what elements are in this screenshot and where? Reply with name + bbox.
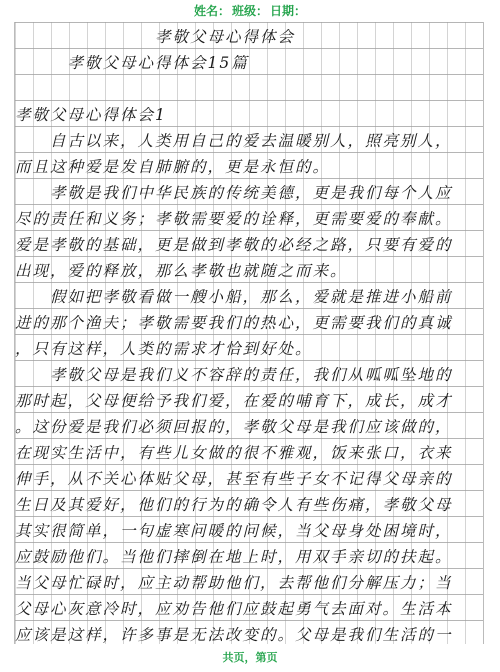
- doc-line: 进的那个渔夫；孝敬需要我们的热心，更需要我们的真诚: [15, 314, 453, 332]
- doc-line: 应鼓励他们。当他们摔倒在地上时，用双手亲切的扶起。: [15, 548, 453, 566]
- name-label: 姓名：: [193, 4, 230, 18]
- class-label: 班级：: [231, 4, 268, 18]
- header-fields: [0, 0, 500, 22]
- doc-line: 出现，爱的释放，那么孝敬也就随之而来。: [15, 262, 348, 280]
- doc-line: [15, 76, 483, 102]
- doc-line: 尽的责任和义务；孝敬需要爱的诠释，更需要爱的奉献。: [15, 210, 453, 228]
- date-label: 日期：: [270, 4, 307, 18]
- page-footer: 共页，第页: [222, 651, 278, 664]
- doc-line: 孝敬父母心得体会: [15, 28, 296, 46]
- lined-writing-sheet: [14, 22, 484, 644]
- doc-line: 其实很简单，一句虚寒问暖的问候，当父母身处困境时，: [15, 522, 453, 540]
- doc-line: 生日及其爱好，他们的行为的确令人有些伤痛，孝敬父母: [15, 496, 453, 514]
- doc-line: 孝敬父母心得体会1: [15, 106, 167, 124]
- doc-line: ，只有这样，人类的需求才恰到好处。: [15, 340, 313, 358]
- doc-line: 在现实生活中，有些儿女做的很不雅观，饭来张口，衣来: [15, 444, 453, 462]
- doc-line: 那时起，父母便给予我们爱，在爱的哺育下，成长，成才: [15, 392, 453, 410]
- doc-line: 孝敬父母是我们义不容辞的责任，我们从呱呱坠地的: [15, 366, 453, 384]
- doc-line: 爱是孝敬的基础，更是做到孝敬的必经之路，只要有爱的: [15, 236, 453, 254]
- doc-line: 孝敬父母心得体会15篇: [15, 54, 249, 72]
- doc-line: 父母心灰意冷时，应劝告他们应鼓起勇气去面对。生活本: [15, 600, 453, 618]
- doc-line: 孝敬是我们中华民族的传统美德，更是我们每个人应: [15, 184, 453, 202]
- doc-line: 假如把孝敬看做一艘小船，那么，爱就是推进小船前: [15, 288, 453, 306]
- doc-line: 伸手，从不关心体贴父母，甚至有些子女不记得父母亲的: [15, 470, 453, 488]
- doc-line: 自古以来，人类用自己的爱去温暖别人，照亮别人，: [15, 132, 453, 150]
- doc-line: 应该是这样，许多事是无法改变的。父母是我们生活的一: [15, 626, 453, 644]
- doc-line: 。这份爱是我们必须回报的，孝敬父母是我们应该做的，: [15, 418, 453, 436]
- doc-line: 而且这种爱是发自肺腑的，更是永恒的。: [15, 158, 331, 176]
- doc-line: 当父母忙碌时，应主动帮助他们，去帮他们分解压力；当: [15, 574, 453, 592]
